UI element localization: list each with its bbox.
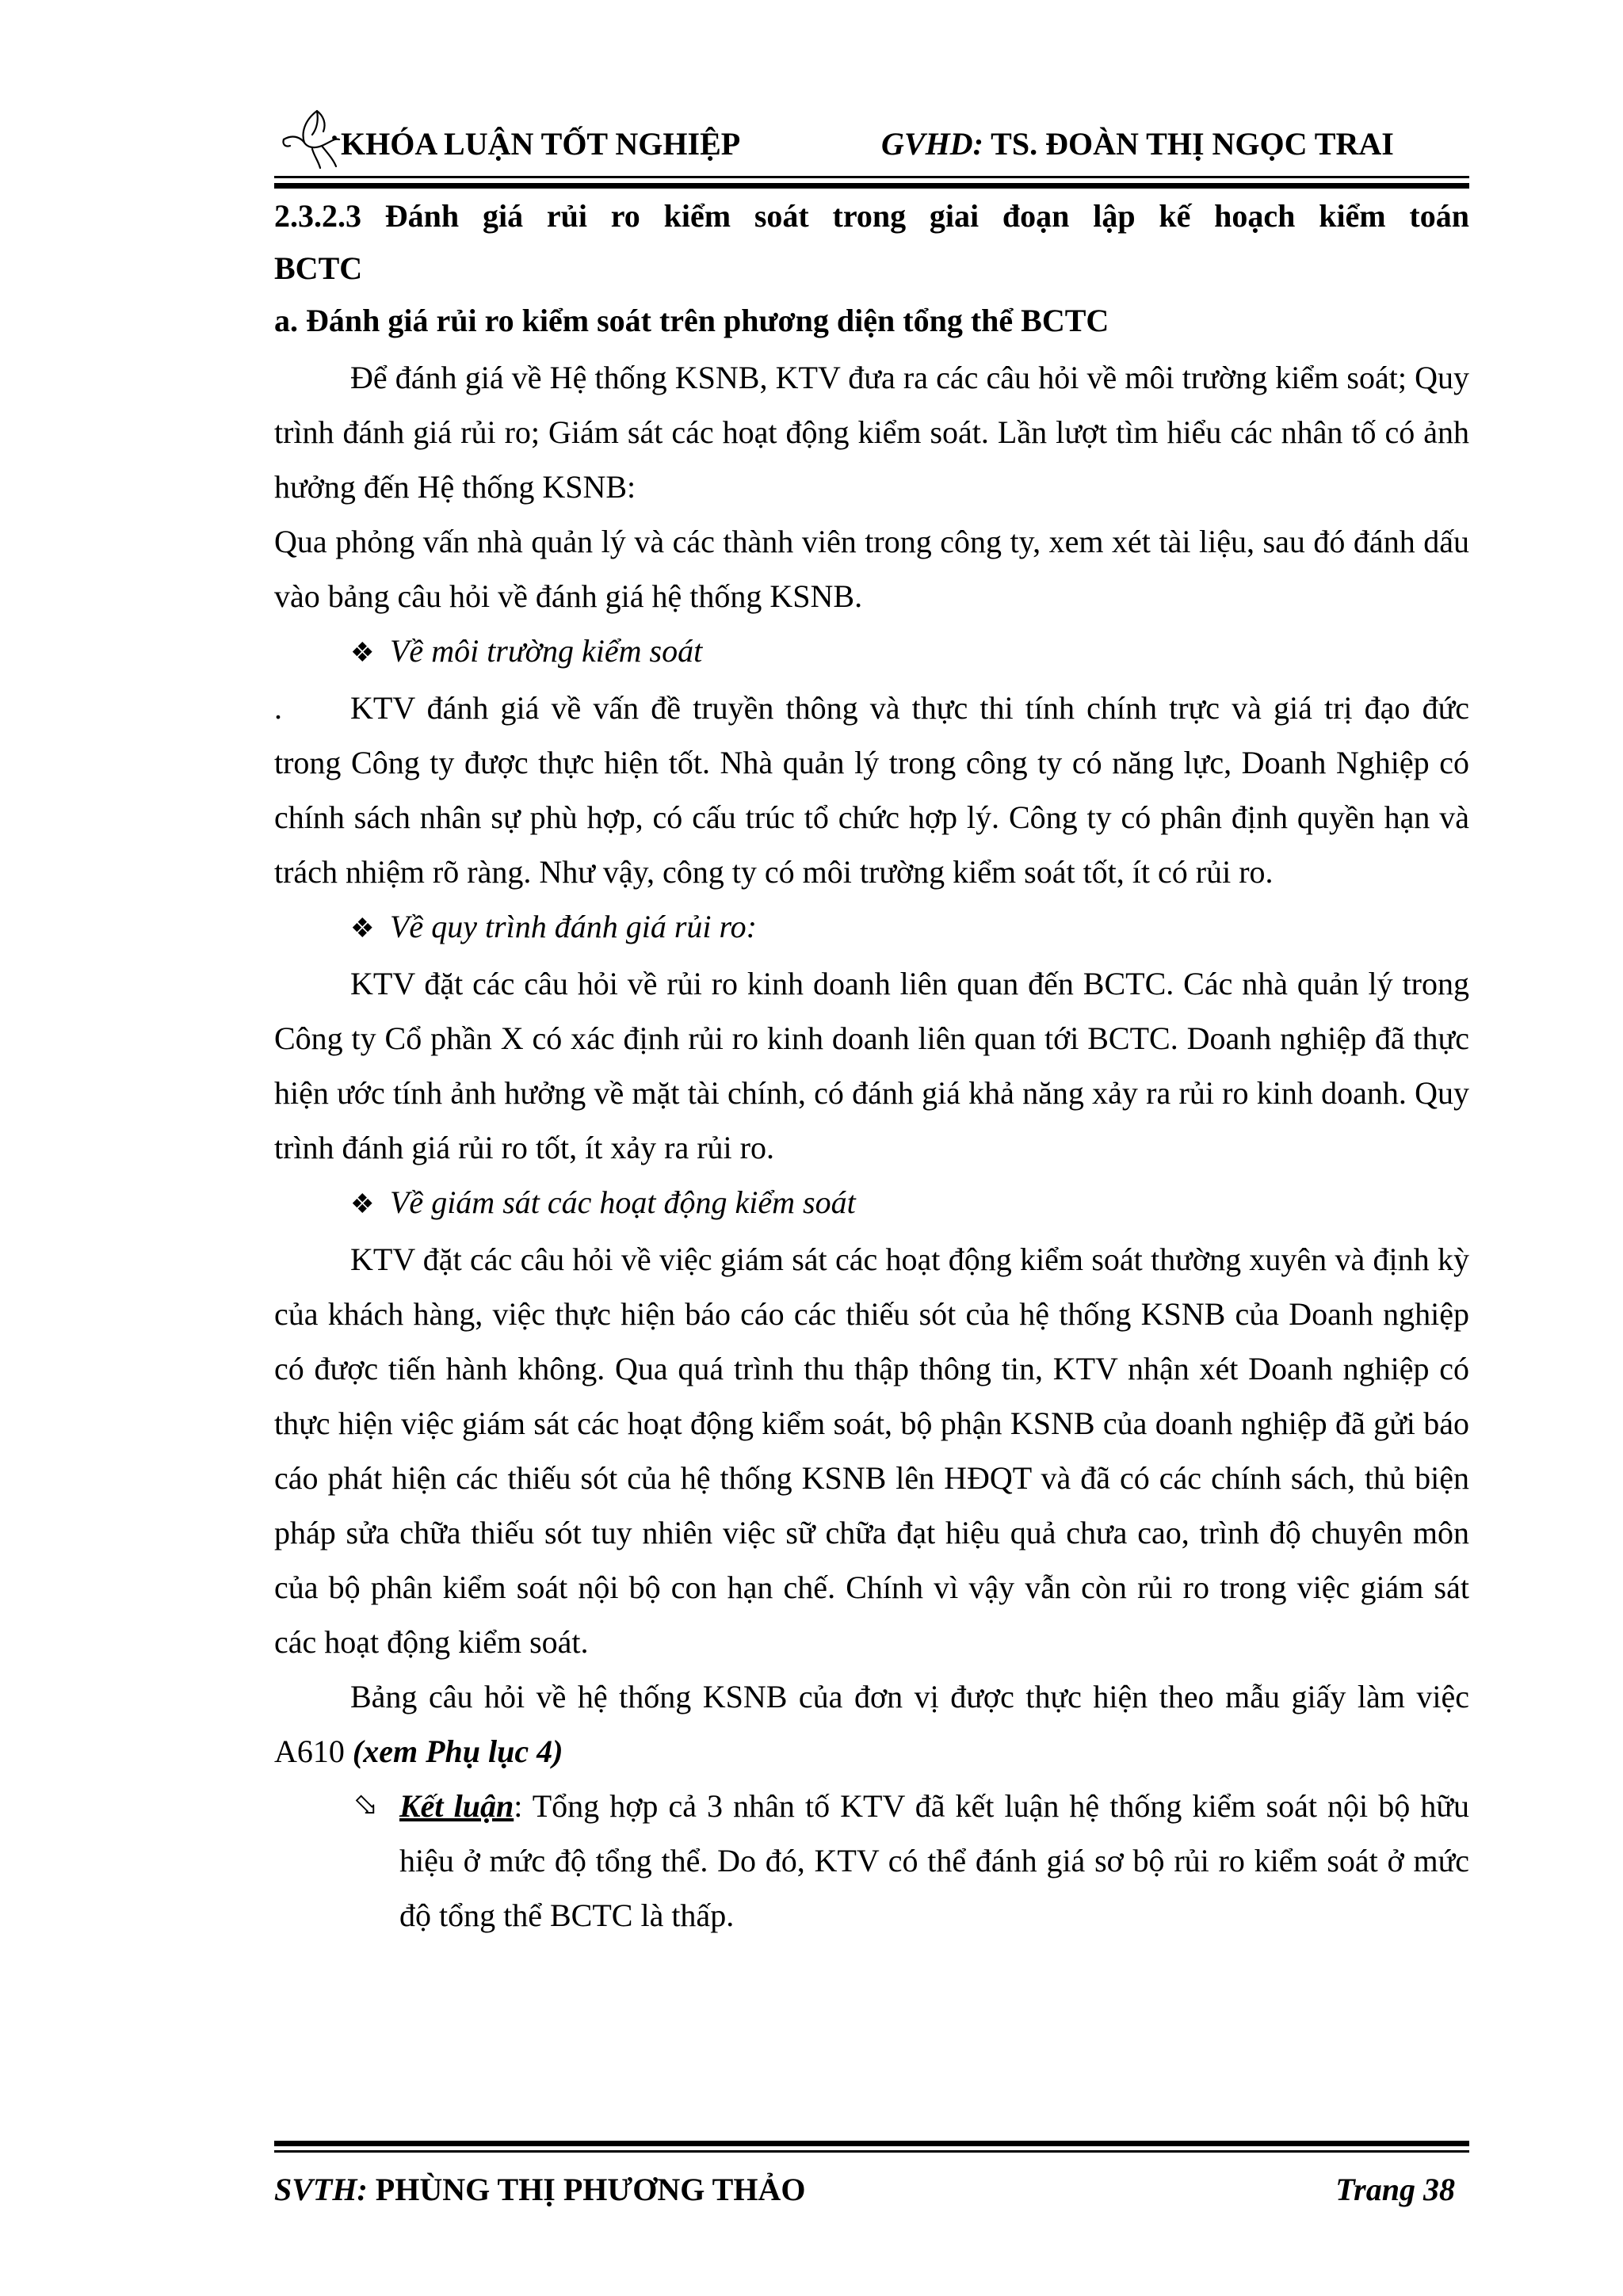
bullet-risk-process — [274, 899, 1469, 956]
subsection-title: a. Đánh giá rủi ro kiểm soát trên phương diện tổng thể BCTC — [274, 303, 1109, 338]
intro-paragraph: Để đánh giá về Hệ thống KSNB, KTV đưa ra các câu hỏi về môi trường kiểm soát; Quy trình đánh giá rủi ro; Giám sát các hoạt động kiểm soát. Lần lượt tìm hiểu các nhân tố có ảnh hưởng đến Hệ thống KSNB: — [274, 360, 1469, 505]
bullet-label: Về quy trình đánh giá rủi ro: — [390, 909, 757, 944]
footer-rule — [274, 2150, 1469, 2153]
advisor-label: GVHD: — [881, 126, 983, 162]
footer-rule-thick — [274, 2141, 1469, 2146]
page-body — [274, 190, 1469, 1943]
paragraph-text: Bảng câu hỏi về hệ thống KSNB của đơn vị được thực hiện theo mẫu giấy làm việc A610 — [274, 1679, 1469, 1769]
diamond-bullet-icon: ❖ — [350, 639, 375, 668]
section-title-cont: BCTC — [274, 250, 363, 286]
conclusion-label: Kết luận — [399, 1788, 514, 1824]
bullet-label: Về giám sát các hoạt động kiểm soát — [390, 1184, 856, 1220]
section-title: 2.3.2.3 Đánh giá rủi ro kiểm soát trong giai đoạn lập kế hoạch kiểm toán — [274, 198, 1469, 234]
advisor — [881, 125, 1394, 162]
dove-icon — [277, 103, 346, 170]
student-label: SVTH: — [274, 2172, 368, 2207]
appendix-reference: (xem Phụ lục 4) — [352, 1733, 563, 1769]
risk-paragraph: KTV đặt các câu hỏi về rủi ro kinh doanh liên quan đến BCTC. Các nhà quản lý trong Công ty Cổ phần X có xác định rủi ro kinh doanh liên quan tới BCTC. Doanh nghiệp đã thực hiện ước tính ảnh hưởng về mặt tài chính, có đánh giá khả năng xảy ra rủi ro kinh doanh. Quy trình đánh giá rủi ro tốt, ít xảy ra rủi ro. — [274, 966, 1469, 1165]
student-name: PHÙNG THỊ PHƯƠNG THẢO — [375, 2172, 806, 2207]
bullet-label: Về môi trường kiểm soát — [390, 633, 703, 669]
bullet-monitoring — [274, 1175, 1469, 1232]
paragraph-text: KTV đánh giá về vấn đề truyền thông và thực thi tính chính trực và giá trị đạo đức trong Công ty được thực hiện tốt. Nhà quản lý trong công ty có năng lực, Doanh Nghiệp có chính sách nhân sự phù hợp, có cấu trúc tổ chức hợp lý. Công ty có phân định quyền hạn và trách nhiệm rõ ràng. Như vậy, công ty có môi trường kiểm soát tốt, ít có rủi ro. — [274, 690, 1469, 890]
header-rule-thick — [274, 183, 1469, 189]
paragraph-lead: . — [274, 690, 282, 726]
student — [274, 2171, 805, 2208]
page-number: Trang 38 — [1335, 2172, 1455, 2207]
conclusion-text: : Tổng hợp cả 3 nhân tố KTV đã kết luận hệ thống kiểm soát nội bộ hữu hiệu ở mức độ tổng thể. Do đó, KTV có thể đánh giá sơ bộ rủi ro kiểm soát ở mức độ tổng thể BCTC là thấp. — [399, 1788, 1469, 1933]
diamond-bullet-icon: ❖ — [350, 1190, 375, 1219]
thesis-title: KHÓA LUẬN TỐT NGHIỆP — [341, 126, 741, 162]
header-rule — [274, 176, 1469, 178]
interview-paragraph: Qua phỏng vấn nhà quản lý và các thành viên trong công ty, xem xét tài liệu, sau đó đánh dấu vào bảng câu hỏi về đánh giá hệ thống KSNB. — [274, 524, 1469, 614]
diamond-bullet-icon: ❖ — [350, 914, 375, 944]
advisor-name: TS. ĐOÀN THỊ NGỌC TRAI — [991, 126, 1394, 162]
table-paragraph — [274, 1669, 1469, 1779]
conclusion-paragraph — [274, 1779, 1469, 1943]
bullet-control-environment — [274, 624, 1469, 681]
monitoring-paragraph: KTV đặt các câu hỏi về việc giám sát các hoạt động kiểm soát thường xuyên và định kỳ của khách hàng, việc thực hiện báo cáo các thiếu sót của hệ thống KSNB của Doanh nghiệp có được tiến hành không. Qua quá trình thu thập thông tin, KTV nhận xét Doanh nghiệp có thực hiện việc giám sát các hoạt động kiểm soát, bộ phận KSNB của doanh nghiệp đã gửi báo cáo phát hiện các thiếu sót của hệ thống KSNB lên HĐQT và đã có các chính sách, thủ biện pháp sửa chữa thiếu sót tuy nhiên việc sữ chữa đạt hiệu quả chưa cao, trình độ chuyên môn của bộ phân kiểm soát nội bộ con hạn chế. Chính vì vậy vẫn còn rủi ro trong việc giám sát các hoạt động kiểm soát. — [274, 1241, 1469, 1660]
environment-paragraph — [274, 681, 1469, 899]
arrow-bullet-icon: ⬂ — [353, 1789, 379, 1822]
